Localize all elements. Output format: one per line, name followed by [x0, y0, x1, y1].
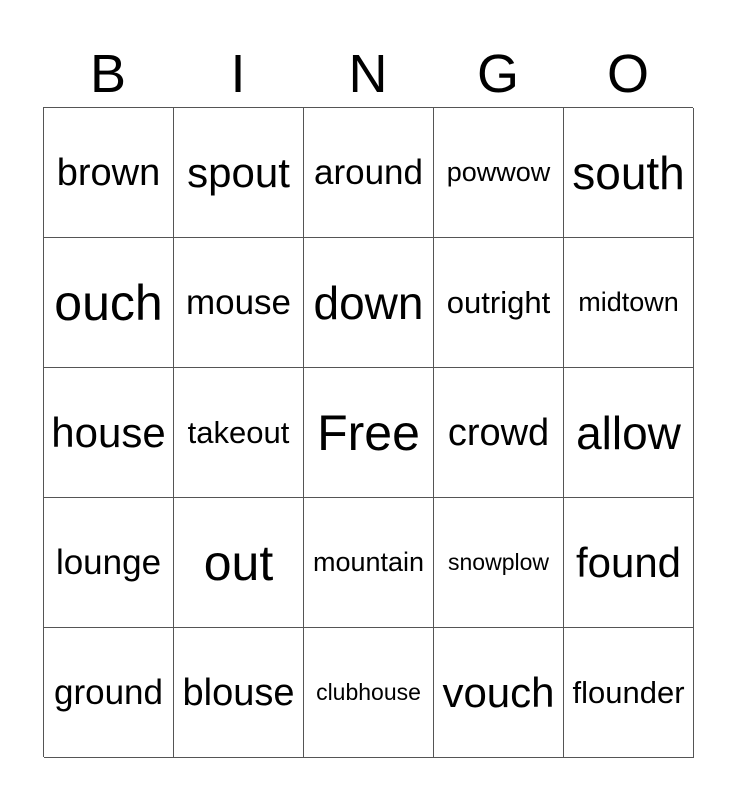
bingo-cell-r3-c3[interactable]: snowplow	[434, 498, 564, 628]
bingo-board	[43, 107, 693, 757]
header-letter-n: N	[348, 44, 388, 104]
bingo-cell-r2-c4[interactable]: allow	[564, 368, 694, 498]
bingo-cell-r0-c1[interactable]: spout	[174, 108, 304, 238]
bingo-cell-r3-c4[interactable]: found	[564, 498, 694, 628]
bingo-cell-r4-c2[interactable]: clubhouse	[304, 628, 434, 758]
bingo-cell-r3-c0[interactable]: lounge	[44, 498, 174, 628]
bingo-cell-r4-c1[interactable]: blouse	[174, 628, 304, 758]
bingo-cell-r0-c4[interactable]: south	[564, 108, 694, 238]
bingo-cell-r4-c3[interactable]: vouch	[434, 628, 564, 758]
bingo-cell-r2-c1[interactable]: takeout	[174, 368, 304, 498]
bingo-cell-r1-c3[interactable]: outright	[434, 238, 564, 368]
bingo-cell-r4-c4[interactable]: flounder	[564, 628, 694, 758]
bingo-cell-free[interactable]: Free	[304, 368, 434, 498]
bingo-cell-r3-c2[interactable]: mountain	[304, 498, 434, 628]
header-letter-g: G	[476, 44, 519, 104]
header-letter-b: B	[89, 44, 127, 104]
bingo-cell-r1-c2[interactable]: down	[304, 238, 434, 368]
bingo-cell-r2-c0[interactable]: house	[44, 368, 174, 498]
bingo-cell-r1-c4[interactable]: midtown	[564, 238, 694, 368]
bingo-cell-r2-c3[interactable]: crowd	[434, 368, 564, 498]
bingo-cell-r1-c0[interactable]: ouch	[44, 238, 174, 368]
bingo-cell-r4-c0[interactable]: ground	[44, 628, 174, 758]
header-letter-o: O	[606, 44, 649, 104]
bingo-cell-r0-c0[interactable]: brown	[44, 108, 174, 238]
bingo-cell-r0-c2[interactable]: around	[304, 108, 434, 238]
bingo-header	[43, 40, 693, 108]
bingo-cell-r3-c1[interactable]: out	[174, 498, 304, 628]
bingo-cell-r1-c1[interactable]: mouse	[174, 238, 304, 368]
bingo-cell-r0-c3[interactable]: powwow	[434, 108, 564, 238]
header-letter-i: I	[230, 44, 246, 104]
